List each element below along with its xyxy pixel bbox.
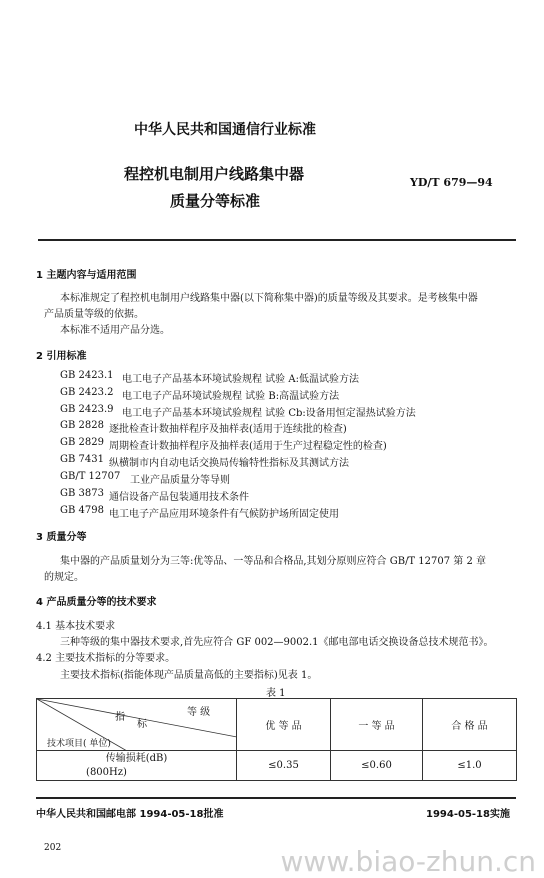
value-qualified: ≤1.0 <box>423 751 517 781</box>
row-label-line-1: 传输损耗(dB) <box>105 752 168 764</box>
col-header-qualified: 合 格 品 <box>423 699 517 751</box>
table-header-row <box>37 699 517 751</box>
ref-text: 逐批检查计数抽样程序及抽样表(适用于连续批的检查) <box>109 424 347 435</box>
title-line-1: 程控机电制用户线路集中器 <box>124 165 305 183</box>
subsection-4-2-text: 主要技术指标(指能体现产品质量高低的主要指标)见表 1。 <box>60 670 318 681</box>
section-1-heading: 1 主题内容与适用范围 <box>36 270 137 281</box>
watermark: www.biao-zhun.cn <box>280 845 536 878</box>
table-caption: 表 1 <box>266 688 286 699</box>
ref-code: GB 2828 <box>60 420 104 431</box>
value-first: ≤0.60 <box>331 751 423 781</box>
section-2-heading: 2 引用标准 <box>36 351 87 362</box>
ref-text: 电工电子产品基本环境试验规程 试验 A:低温试验方法 <box>122 374 359 385</box>
ref-code: GB 2423.9 <box>60 404 114 415</box>
ref-text: 通信设备产品包装通用技术条件 <box>109 492 249 503</box>
row-label-line-2: (800Hz) <box>86 766 127 778</box>
ref-code: GB 2829 <box>60 437 104 448</box>
ref-text: 电工电子产品环境试验规程 试验 B:高温试验方法 <box>122 391 340 402</box>
section-3-heading: 3 质量分等 <box>36 532 87 543</box>
col-header-premium: 优 等 品 <box>237 699 331 751</box>
corner-grade-label: 等 级 <box>187 707 211 718</box>
ref-text: 电工电子产品应用环境条件有气候防护场所固定使用 <box>109 509 339 520</box>
section-3-para-b: 的规定。 <box>44 572 84 583</box>
section-1-para-1b: 产品质量等级的依据。 <box>44 309 144 320</box>
subsection-4-2-heading: 4.2 主要技术指标的分等要求。 <box>36 653 176 664</box>
section-1-para-1a: 本标准规定了程控机电制用户线路集中器(以下简称集中器)的质量等级及其要求。是考核集中器 <box>60 293 478 304</box>
col-header-first: 一 等 品 <box>331 699 423 751</box>
ref-code: GB 4798 <box>60 505 104 516</box>
ref-code: GB 7431 <box>60 454 104 465</box>
corner-zhi-label: 指 <box>115 712 125 723</box>
footer-rule <box>36 797 516 799</box>
header-rule <box>38 239 516 241</box>
table-corner-cell <box>37 699 237 751</box>
standard-code: YD/T 679—94 <box>410 176 493 189</box>
ref-code: GB 3873 <box>60 488 104 499</box>
ref-text: 工业产品质量分等导则 <box>130 475 230 486</box>
org-heading: 中华人民共和国通信行业标准 <box>134 122 316 138</box>
footer-implementation: 1994-05-18实施 <box>426 809 510 820</box>
subsection-4-1-heading: 4.1 基本技术要求 <box>36 621 116 632</box>
ref-code: GB 2423.2 <box>60 387 114 398</box>
section-1-para-2: 本标准不适用产品分选。 <box>60 325 170 336</box>
ref-text: 电工电子产品基本环境试验规程 试验 Cb:设备用恒定湿热试验方法 <box>122 408 416 419</box>
corner-item-label: 技术项目( 单位) <box>47 739 111 749</box>
page-number: 202 <box>44 843 62 853</box>
ref-text: 纵横制市内自动电话交换局传输特性指标及其测试方法 <box>109 458 349 469</box>
quality-grade-table <box>36 698 517 781</box>
title-line-2: 质量分等标准 <box>170 192 261 210</box>
footer-approval: 中华人民共和国邮电部 1994-05-18批准 <box>36 809 224 820</box>
row-label-cell <box>37 751 237 781</box>
ref-code: GB/T 12707 <box>60 471 121 482</box>
table-row <box>37 751 517 781</box>
corner-biao-label: 标 <box>137 719 147 730</box>
value-premium: ≤0.35 <box>237 751 331 781</box>
section-4-heading: 4 产品质量分等的技术要求 <box>36 597 157 608</box>
ref-text: 周期检查计数抽样程序及抽样表(适用于生产过程稳定性的检查) <box>109 441 387 452</box>
section-3-para-a: 集中器的产品质量划分为三等:优等品、一等品和合格品,其划分原则应符合 GB/T 12707 第 2 章 <box>60 556 486 567</box>
ref-code: GB 2423.1 <box>60 370 114 381</box>
subsection-4-1-text: 三种等级的集中器技术要求,首先应符合 GF 002—9002.1《邮电部电话交换设备总技术规范书》。 <box>60 637 494 648</box>
